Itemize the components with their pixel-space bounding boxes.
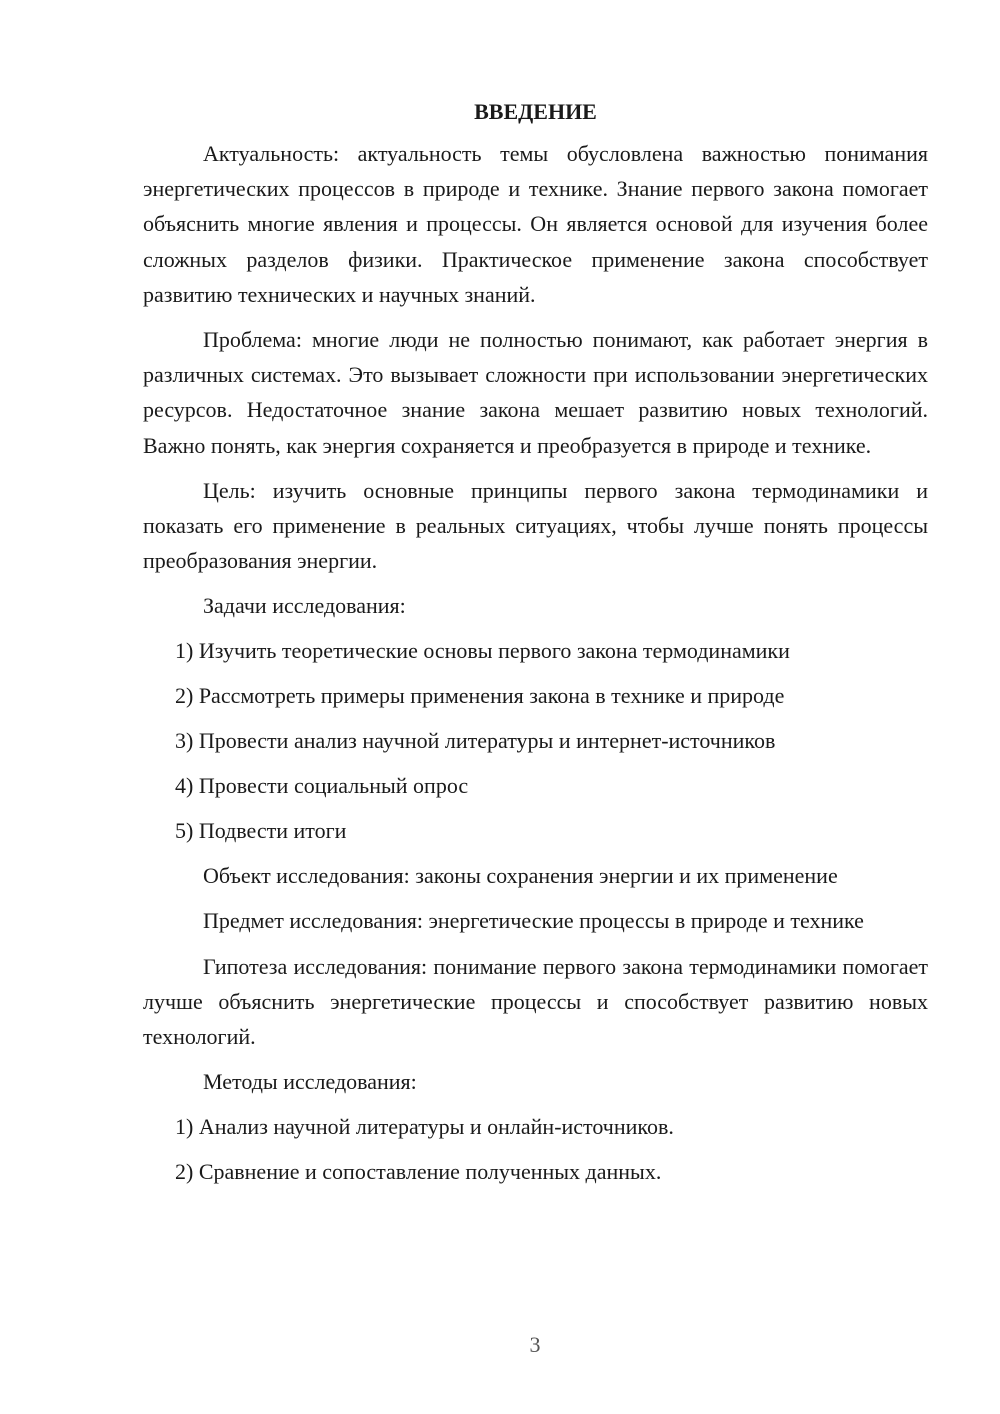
- methods-heading: Методы исследования:: [203, 1069, 417, 1095]
- page-number: 3: [529, 1332, 541, 1357]
- problem-paragraph: Проблема: многие люди не полностью понимают, как работает энергия в различных системах. Это вызывает сложности при использовании энергетических ресурсов. Недостаточное знание закона мешает развитию новых технологий. Важно понять, как энергия сохраняется и преобразуется в природе и технике.: [143, 327, 928, 458]
- research-subject: Предмет исследования: энергетические процессы в природе и технике: [203, 908, 864, 934]
- method-item-2: 2) Сравнение и сопоставление полученных данных.: [175, 1159, 662, 1185]
- task-item-3: 3) Провести анализ научной литературы и интернет-источников: [175, 728, 776, 754]
- task-item-4: 4) Провести социальный опрос: [175, 773, 469, 799]
- relevance-paragraph: Актуальность: актуальность темы обусловлена важностью понимания энергетических процессов в природе и технике. Знание первого закона помогает объяснить многие явления и процессы. Он является основой для изучения более сложных разделов физики. Практическое применение закона способствует развитию технических и научных знаний.: [143, 141, 928, 307]
- method-item-1: 1) Анализ научной литературы и онлайн-источников.: [175, 1114, 674, 1140]
- document-page: [143, 94, 928, 1199]
- task-item-1: 1) Изучить теоретические основы первого закона термодинамики: [175, 638, 790, 664]
- task-item-5: 5) Подвести итоги: [175, 818, 347, 844]
- research-hypothesis: Гипотеза исследования: понимание первого закона термодинамики помогает лучше объяснить энергетические процессы и способствует развитию новых технологий.: [143, 953, 928, 1050]
- research-object: Объект исследования: законы сохранения энергии и их применение: [203, 863, 838, 889]
- section-title: ВВЕДЕНИЕ: [474, 99, 597, 124]
- task-item-2: 2) Рассмотреть примеры применения закона в технике и природе: [175, 683, 785, 709]
- tasks-heading: Задачи исследования:: [203, 593, 406, 619]
- goal-paragraph: Цель: изучить основные принципы первого закона термодинамики и показать его применение в реальных ситуациях, чтобы лучше понять процессы преобразования энергии.: [143, 477, 928, 574]
